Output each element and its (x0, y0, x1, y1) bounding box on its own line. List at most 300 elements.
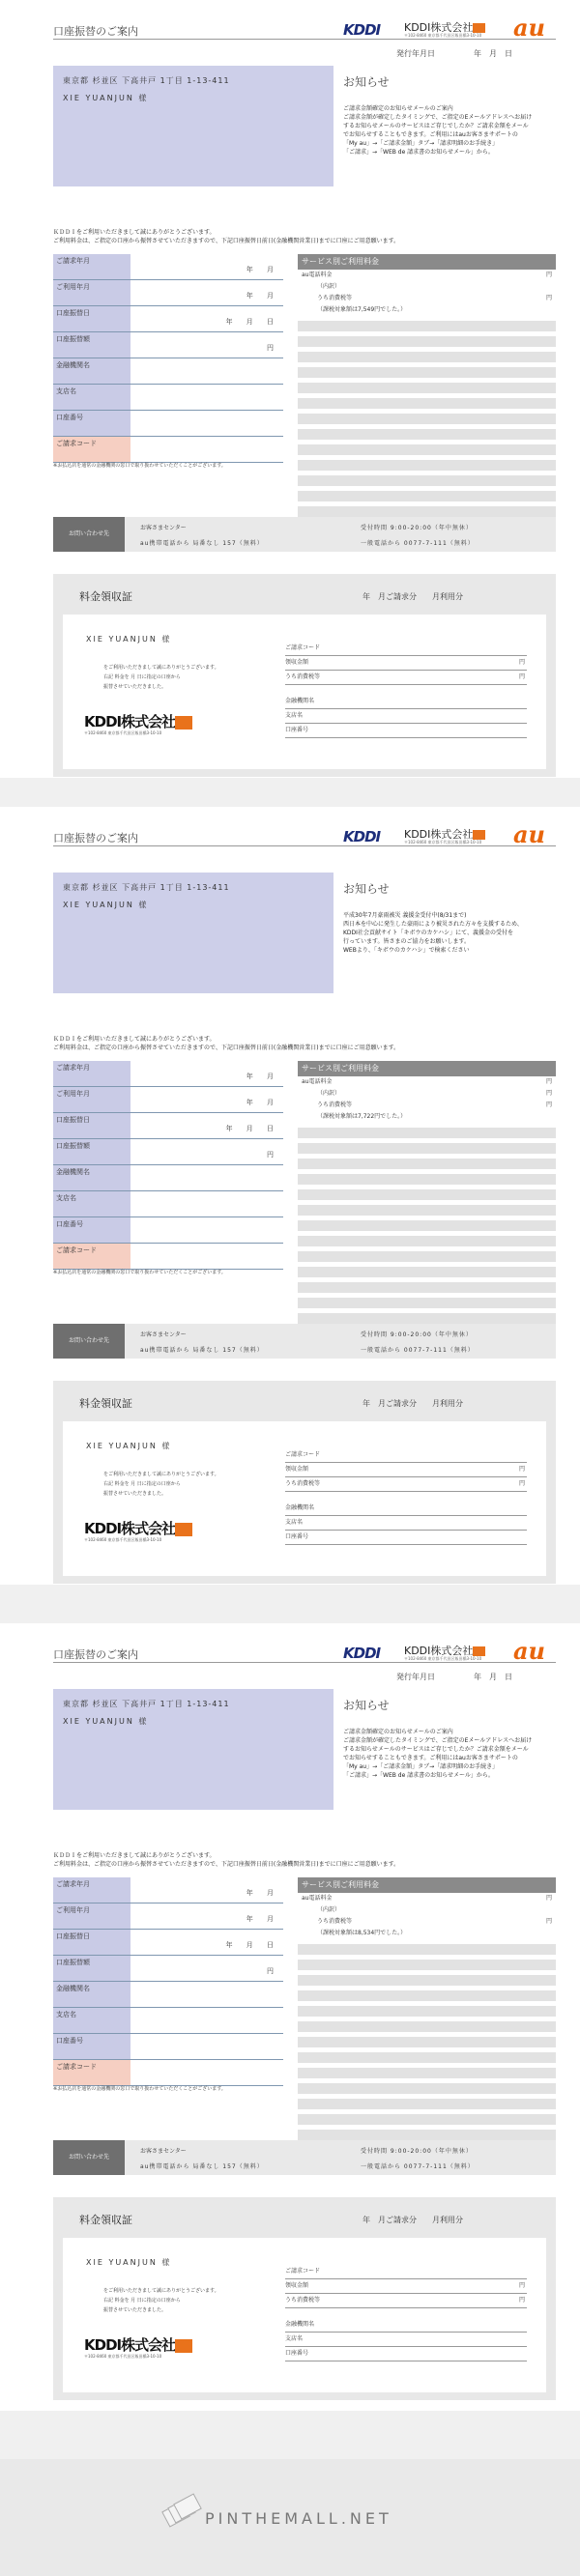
receipt-row (285, 1463, 527, 1477)
text-line: 「My au」→「ご請求金額」タブ→「請求明細のお手続き」 (343, 140, 499, 147)
contact-badge: お問い合わせ先 (53, 517, 125, 552)
blank-charge-row (298, 1236, 556, 1246)
greeting-text: ＫＤＤＩをご利用いただきまして誠にありがとうございます。 ご利用料金は、ご指定の口座から振替させていただきますので、下記口座振替日前日(金融機関営業日)までに口座にご用意願います。 (53, 229, 400, 244)
footnote: ※お払込店を通常の金融機関の窓口で取り扱わせていただくことがございます。 (53, 2086, 226, 2092)
text-line: でお知らせすることもできます。ご利用にはauお客さまサポートの (343, 1755, 518, 1761)
contact-landline-phone: 一般電話から 0077-7-111（無料） (361, 540, 475, 547)
text-line: 右記 料金を 月 日に指定の口座から (103, 1481, 181, 1487)
notice-title: お知らせ (343, 1699, 390, 1712)
service-charges-rows (298, 1076, 556, 1123)
receipt-row-yen: 円 (518, 673, 525, 680)
detail-row (53, 1930, 283, 1956)
blank-charge-row (298, 1159, 556, 1169)
text-line: 行っています。皆さまのご協力をお願いします。 (343, 938, 471, 945)
detail-row (53, 1061, 283, 1087)
service-charge-name: （課税対象額は7,722円でした。） (317, 1113, 407, 1120)
detail-row (53, 358, 283, 385)
receipt-recipient-name: XIE YUANJUN 様 (86, 635, 172, 644)
blank-charge-row (298, 1960, 556, 1970)
blank-charge-row (298, 1975, 556, 1986)
blank-charge-row (298, 321, 556, 331)
contact-badge: お問い合わせ先 (53, 2140, 125, 2175)
service-charge-row (298, 1928, 556, 1939)
text-line: ご請求金額が確定したタイミングで、ご指定のEメールアドレスへお届け (343, 114, 533, 121)
receipt-section (53, 2197, 556, 2400)
kddi-company-address: 〒102-8460 東京都千代田区飯田橋3-10-10 (404, 1656, 482, 1661)
transfer-details-table (53, 1877, 283, 2086)
receipt-row-label: 口座番号 (285, 2350, 309, 2357)
service-charge-row (298, 1111, 556, 1123)
service-charge-yen: 円 (545, 1895, 552, 1902)
address-box (53, 66, 334, 186)
detail-label: 支店名 (53, 1191, 130, 1216)
service-charge-yen: 円 (545, 272, 552, 278)
footnote: ※お払込店を通常の金融機関の窓口で取り扱わせていただくことがございます。 (53, 1270, 226, 1275)
recipient-name: XIE YUANJUN 様 (63, 901, 149, 909)
service-charge-row (298, 1088, 556, 1100)
kddi-logo: KDDI (343, 828, 381, 845)
service-charge-row (298, 1100, 556, 1111)
receipt-row (285, 1477, 527, 1492)
text-line: 振替させていただきました。 (103, 1491, 167, 1497)
receipt-row-label: 口座番号 (285, 1533, 309, 1540)
blank-charge-row (298, 491, 556, 501)
receipt-row-yen: 円 (518, 659, 525, 666)
service-charge-row (298, 293, 556, 304)
contact-landline-phone: 一般電話から 0077-7-111（無料） (361, 2163, 475, 2170)
detail-row (53, 2008, 283, 2034)
contact-badge: お問い合わせ先 (53, 1324, 125, 1359)
detail-label: ご請求年月 (53, 1877, 130, 1903)
detail-label: ご利用年月 (53, 1087, 130, 1112)
receipt-row (285, 709, 527, 724)
detail-label: ご請求年月 (53, 1061, 130, 1086)
receipt-section (53, 574, 556, 777)
service-charge-name: au電話料金 (302, 1895, 333, 1902)
receipt-title: 料金領収証 (79, 1397, 132, 1410)
address-box (53, 873, 334, 993)
text-line: するお知らせメールのサービスはご存じでしたか？ご請求金額をメール (343, 1746, 529, 1753)
kddi-company-name: KDDI株式会社 (404, 1643, 485, 1658)
receipt-row (285, 2333, 527, 2347)
detail-value: 年 月 (246, 1099, 279, 1106)
detail-label: ご請求コード (53, 1244, 130, 1269)
detail-row (53, 306, 283, 332)
receipt-title: 料金領収証 (79, 590, 132, 603)
service-charge-name: （内訳） (317, 283, 341, 290)
au-logo: au (513, 1637, 545, 1665)
blank-charge-row (298, 2021, 556, 2032)
detail-value: 年 月 (246, 1915, 279, 1923)
receipt-row-label: 支店名 (285, 1519, 304, 1526)
receipt-row-label: 金融機関名 (285, 1504, 315, 1511)
receipt-row (285, 671, 527, 685)
contact-center-name: お客さまセンター (140, 1331, 187, 1338)
service-charge-yen: 円 (545, 1090, 552, 1097)
header-title: 口座振替のご案内 (53, 1648, 138, 1661)
receipt-row-yen: 円 (518, 2297, 525, 2304)
blank-charge-row (298, 1189, 556, 1200)
service-charges-header: サービス別ご利用料金 (298, 1877, 556, 1893)
service-charge-yen: 円 (545, 1918, 552, 1925)
receipt-kddi-logo: KDDI株式会社 (84, 2334, 192, 2355)
service-charge-name: うち消費税等 (317, 1918, 353, 1925)
receipt-row-label: うち消費税等 (285, 1480, 321, 1487)
service-charge-name: au電話料金 (302, 272, 333, 278)
service-charge-row (298, 1916, 556, 1928)
detail-row (53, 1903, 283, 1930)
receipt-row-label: ご請求コード (285, 644, 321, 651)
contact-mobile-phone: au携帯電話から 局番なし 157（無料） (140, 540, 264, 547)
blank-charge-row (298, 367, 556, 378)
receipt-company-address: 〒102-8460 東京都千代田区飯田橋3-10-10 (84, 730, 162, 735)
recipient-name: XIE YUANJUN 様 (63, 1717, 149, 1726)
notice-body (343, 911, 556, 955)
receipt-row-label: 領収金額 (285, 2282, 309, 2289)
text-line: 右記 料金を 月 日に指定の口座から (103, 674, 181, 680)
blank-charge-row (298, 414, 556, 424)
text-line: ご請求金額確定のお知らせメールのご案内 (343, 105, 453, 112)
kddi-brand-tag-icon (175, 2339, 192, 2353)
text-line: をご利用いただきまして誠にありがとうございます。 (103, 1472, 219, 1477)
pinthemall-footer (0, 2459, 580, 2576)
text-line: をご利用いただきまして誠にありがとうございます。 (103, 2288, 219, 2294)
service-charges-stripes (298, 1944, 556, 2156)
receipt-section (53, 1381, 556, 1584)
detail-row (53, 385, 283, 411)
text-line: するお知らせメールのサービスはご存じでしたか？ご請求金額をメール (343, 123, 529, 129)
receipt-recipient-name: XIE YUANJUN 様 (86, 2258, 172, 2267)
service-charges-stripes (298, 321, 556, 532)
receipt-row (285, 685, 527, 695)
issue-date: 発行年月日 年 月 日 (396, 1673, 512, 1681)
detail-value: 年 月 (246, 292, 279, 300)
detail-label: ご請求年月 (53, 254, 130, 279)
receipt-message (103, 2286, 219, 2315)
detail-row (53, 437, 283, 463)
service-charges-stripes (298, 1128, 556, 1339)
detail-label: ご利用年月 (53, 1903, 130, 1929)
detail-row (53, 411, 283, 437)
detail-label: 口座振替額 (53, 1139, 130, 1164)
receipt-row-label: うち消費税等 (285, 673, 321, 680)
detail-row (53, 1139, 283, 1165)
contact-hours: 受付時間 9:00-20:00（年中無休） (361, 2148, 473, 2155)
service-charges-panel (298, 1877, 556, 2156)
service-charges-rows (298, 270, 556, 316)
contact-center-bar (53, 1324, 556, 1359)
recipient-name: XIE YUANJUN 様 (63, 94, 149, 102)
kddi-brand-tag-icon (473, 830, 485, 840)
text-line: でお知らせすることもできます。ご利用にはauお客さまサポートの (343, 131, 518, 138)
billing-sheet (0, 0, 580, 778)
contact-center-name: お客さまセンター (140, 2148, 187, 2155)
service-charge-name: （内訳） (317, 1090, 341, 1097)
receipt-row (285, 2308, 527, 2318)
text-line: ご請求金額確定のお知らせメールのご案内 (343, 1729, 453, 1735)
blank-charge-row (298, 383, 556, 393)
pinthemall-brand: PINTHEMALL.NET (205, 2509, 392, 2528)
service-charge-yen: 円 (545, 1078, 552, 1085)
receipt-row-label: 口座番号 (285, 727, 309, 733)
notice-body (343, 1728, 556, 1780)
receipt-recipient-name: XIE YUANJUN 様 (86, 1442, 172, 1450)
greeting-text: ＫＤＤＩをご利用いただきまして誠にありがとうございます。 ご利用料金は、ご指定の口座から振替させていただきますので、下記口座振替日前日(金融機関営業日)までに口座にご用意願います。 (53, 1036, 400, 1051)
blank-charge-row (298, 475, 556, 486)
receipt-details-table (285, 1448, 527, 1545)
service-charge-row (298, 270, 556, 281)
detail-label: 口座振替額 (53, 1956, 130, 1981)
blank-charge-row (298, 2083, 556, 2094)
blank-charge-row (298, 2068, 556, 2078)
au-logo: au (513, 820, 545, 848)
blank-charge-row (298, 444, 556, 455)
detail-value: 年 月 (246, 1889, 279, 1897)
service-charges-header: サービス別ご利用料金 (298, 1061, 556, 1076)
receipt-row-yen: 円 (518, 1466, 525, 1473)
billing-sheet (0, 807, 580, 1585)
service-charge-yen: 円 (545, 1102, 552, 1108)
blank-charge-row (298, 1174, 556, 1185)
text-line: KDDI社会貢献サイト「キボウのカケハシ」にて、義援金の受付を (343, 930, 514, 936)
blank-charge-row (298, 336, 556, 347)
contact-landline-phone: 一般電話から 0077-7-111（無料） (361, 1347, 475, 1354)
text-line: をご利用いただきまして誠にありがとうございます。 (103, 665, 219, 671)
au-logo: au (513, 14, 545, 42)
service-charges-rows (298, 1893, 556, 1939)
contact-hours: 受付時間 9:00-20:00（年中無休） (361, 525, 473, 531)
text-line: 「ご請求」→「WEB de 請求書のお知らせメール」から。 (343, 149, 494, 156)
header-divider (53, 845, 556, 846)
receipt-row-label: 金融機関名 (285, 698, 315, 704)
blank-charge-row (298, 1282, 556, 1293)
blank-charge-row (298, 1313, 556, 1324)
receipt-row (285, 1448, 527, 1463)
service-charge-row (298, 1076, 556, 1088)
receipt-period: 年 月ご請求分 月利用分 (362, 2216, 463, 2224)
service-charge-row (298, 304, 556, 316)
receipt-company-address: 〒102-8460 東京都千代田区飯田橋3-10-10 (84, 2354, 162, 2359)
detail-row (53, 1244, 283, 1270)
receipt-row (285, 724, 527, 738)
detail-row (53, 280, 283, 306)
transfer-details-table (53, 1061, 283, 1270)
receipt-row (285, 1531, 527, 1545)
text-line: 「ご請求」→「WEB de 請求書のお知らせメール」から。 (343, 1772, 494, 1779)
header-divider (53, 1662, 556, 1663)
receipt-kddi-logo: KDDI株式会社 (84, 711, 192, 731)
service-charge-name: au電話料金 (302, 1078, 333, 1085)
detail-label: 口座番号 (53, 411, 130, 436)
service-charge-name: うち消費税等 (317, 1102, 353, 1108)
header-divider (53, 39, 556, 40)
recipient-address: 東京都 杉並区 下高井戸 1丁目 1-13-411 (63, 1700, 230, 1708)
receipt-row (285, 695, 527, 709)
notice-body (343, 104, 556, 157)
detail-value: 年 月 日 (225, 1941, 279, 1949)
detail-row (53, 1113, 283, 1139)
service-charges-panel (298, 254, 556, 532)
kddi-brand-tag-icon (175, 1523, 192, 1536)
receipt-row-label: 支店名 (285, 2335, 304, 2342)
recipient-address: 東京都 杉並区 下高井戸 1丁目 1-13-411 (63, 76, 230, 85)
blank-charge-row (298, 1267, 556, 1277)
receipt-row (285, 642, 527, 656)
contact-mobile-phone: au携帯電話から 局番なし 157（無料） (140, 2163, 264, 2170)
detail-value: 円 (267, 1151, 279, 1159)
address-box (53, 1689, 334, 1810)
service-charges-header: サービス別ご利用料金 (298, 254, 556, 270)
kddi-logo: KDDI (343, 21, 381, 39)
receipt-row (285, 656, 527, 671)
receipt-message (103, 1470, 219, 1499)
header-title: 口座振替のご案内 (53, 25, 138, 38)
text-line: 「My au」→「ご請求金額」タブ→「請求明細のお手続き」 (343, 1763, 499, 1770)
text-line: 西日本を中心に発生した豪雨により被災された方々を支援するため、 (343, 921, 523, 928)
blank-charge-row (298, 429, 556, 440)
text-line: 振替させていただきました。 (103, 684, 167, 690)
detail-row (53, 254, 283, 280)
service-charge-yen: 円 (545, 295, 552, 301)
detail-row (53, 1217, 283, 1244)
header-title: 口座振替のご案内 (53, 832, 138, 844)
kddi-brand-tag-icon (473, 23, 485, 33)
receipt-details-table (285, 2265, 527, 2361)
blank-charge-row (298, 2099, 556, 2109)
receipt-row-label: ご請求コード (285, 2268, 321, 2275)
detail-label: 金融機関名 (53, 358, 130, 384)
receipt-row-yen: 円 (518, 1480, 525, 1487)
blank-charge-row (298, 2006, 556, 2017)
detail-value: 年 月 日 (225, 1125, 279, 1132)
text-line: 右記 料金を 月 日に指定の口座から (103, 2298, 181, 2304)
receipt-kddi-logo: KDDI株式会社 (84, 1518, 192, 1538)
contact-center-name: お客さまセンター (140, 525, 187, 531)
detail-row (53, 1877, 283, 1903)
receipt-row-label: 支店名 (285, 712, 304, 719)
contact-center-bar (53, 517, 556, 552)
receipt-row-label: 領収金額 (285, 659, 309, 666)
receipt-row (285, 1516, 527, 1531)
detail-label: 金融機関名 (53, 1982, 130, 2007)
billing-sheet (0, 1623, 580, 2411)
receipt-body (63, 1421, 546, 1576)
blank-charge-row (298, 506, 556, 517)
text-line: WEBより、「キボウのカケハシ」で検索ください (343, 947, 470, 954)
receipt-row (285, 2294, 527, 2308)
detail-value: 年 月 (246, 1073, 279, 1080)
receipt-row-label: 領収金額 (285, 1466, 309, 1473)
service-charge-row (298, 1904, 556, 1916)
receipt-row (285, 2347, 527, 2361)
receipt-row (285, 2279, 527, 2294)
text-line: 振替させていただきました。 (103, 2307, 167, 2313)
receipt-message (103, 663, 219, 692)
blank-charge-row (298, 1251, 556, 1262)
kddi-brand-tag-icon (473, 1646, 485, 1656)
detail-label: 口座振替日 (53, 1113, 130, 1138)
detail-row (53, 2034, 283, 2060)
detail-row (53, 332, 283, 358)
kddi-company-name: KDDI株式会社 (404, 826, 485, 842)
detail-label: 口座番号 (53, 2034, 130, 2059)
detail-row (53, 1982, 283, 2008)
contact-center-bar (53, 2140, 556, 2175)
receipt-period: 年 月ご請求分 月利用分 (362, 1399, 463, 1408)
detail-label: ご請求コード (53, 2060, 130, 2085)
blank-charge-row (298, 1220, 556, 1231)
receipt-row-label: ご請求コード (285, 1451, 321, 1458)
receipt-title: 料金領収証 (79, 2214, 132, 2226)
kddi-brand-tag-icon (175, 716, 192, 730)
service-charge-name: （課税対象額は8,534円でした。） (317, 1930, 407, 1936)
detail-label: 口座振替日 (53, 306, 130, 331)
service-charge-row (298, 1893, 556, 1904)
footnote: ※お払込店を通常の金融機関の窓口で取り扱わせていただくことがございます。 (53, 463, 226, 469)
blank-charge-row (298, 1205, 556, 1216)
receipt-row-label: うち消費税等 (285, 2297, 321, 2304)
detail-label: 口座番号 (53, 1217, 130, 1243)
kddi-company-address: 〒102-8460 東京都千代田区飯田橋3-10-10 (404, 33, 482, 38)
receipt-details-table (285, 642, 527, 738)
detail-label: ご利用年月 (53, 280, 130, 305)
receipt-row (285, 1502, 527, 1516)
contact-mobile-phone: au携帯電話から 局番なし 157（無料） (140, 1347, 264, 1354)
issue-date: 発行年月日 年 月 日 (396, 49, 512, 58)
notice-title: お知らせ (343, 75, 390, 89)
detail-row (53, 1191, 283, 1217)
service-charge-name: （内訳） (317, 1906, 341, 1913)
detail-label: ご請求コード (53, 437, 130, 462)
receipt-row-yen: 円 (518, 2282, 525, 2289)
detail-value: 年 月 (246, 266, 279, 273)
kddi-company-name: KDDI株式会社 (404, 19, 485, 35)
blank-charge-row (298, 1990, 556, 2001)
blank-charge-row (298, 352, 556, 362)
detail-label: 口座振替額 (53, 332, 130, 358)
receipt-company-address: 〒102-8460 東京都千代田区飯田橋3-10-10 (84, 1537, 162, 1542)
detail-label: 金融機関名 (53, 1165, 130, 1190)
detail-value: 円 (267, 344, 279, 352)
detail-row (53, 1956, 283, 1982)
blank-charge-row (298, 2037, 556, 2047)
receipt-row (285, 1492, 527, 1502)
kddi-company-address: 〒102-8460 東京都千代田区飯田橋3-10-10 (404, 840, 482, 844)
service-charge-name: （課税対象額は7,549円でした。） (317, 306, 407, 313)
detail-label: 支店名 (53, 2008, 130, 2033)
blank-charge-row (298, 1944, 556, 1955)
detail-row (53, 1087, 283, 1113)
pinthemall-logo-icon (164, 2498, 203, 2527)
receipt-body (63, 2238, 546, 2392)
blank-charge-row (298, 2114, 556, 2125)
receipt-row (285, 2265, 527, 2279)
receipt-row-label: 金融機関名 (285, 2321, 315, 2328)
detail-row (53, 1165, 283, 1191)
contact-hours: 受付時間 9:00-20:00（年中無休） (361, 1331, 473, 1338)
transfer-details-table (53, 254, 283, 463)
blank-charge-row (298, 2052, 556, 2063)
service-charge-name: うち消費税等 (317, 295, 353, 301)
text-line: 平成30年7月豪雨被災 義援金受付中(8/31まで) (343, 912, 467, 919)
blank-charge-row (298, 1143, 556, 1154)
receipt-period: 年 月ご請求分 月利用分 (362, 592, 463, 601)
detail-label: 口座振替日 (53, 1930, 130, 1955)
recipient-address: 東京都 杉並区 下高井戸 1丁目 1-13-411 (63, 883, 230, 892)
blank-charge-row (298, 1298, 556, 1308)
receipt-body (63, 615, 546, 769)
service-charge-row (298, 281, 556, 293)
